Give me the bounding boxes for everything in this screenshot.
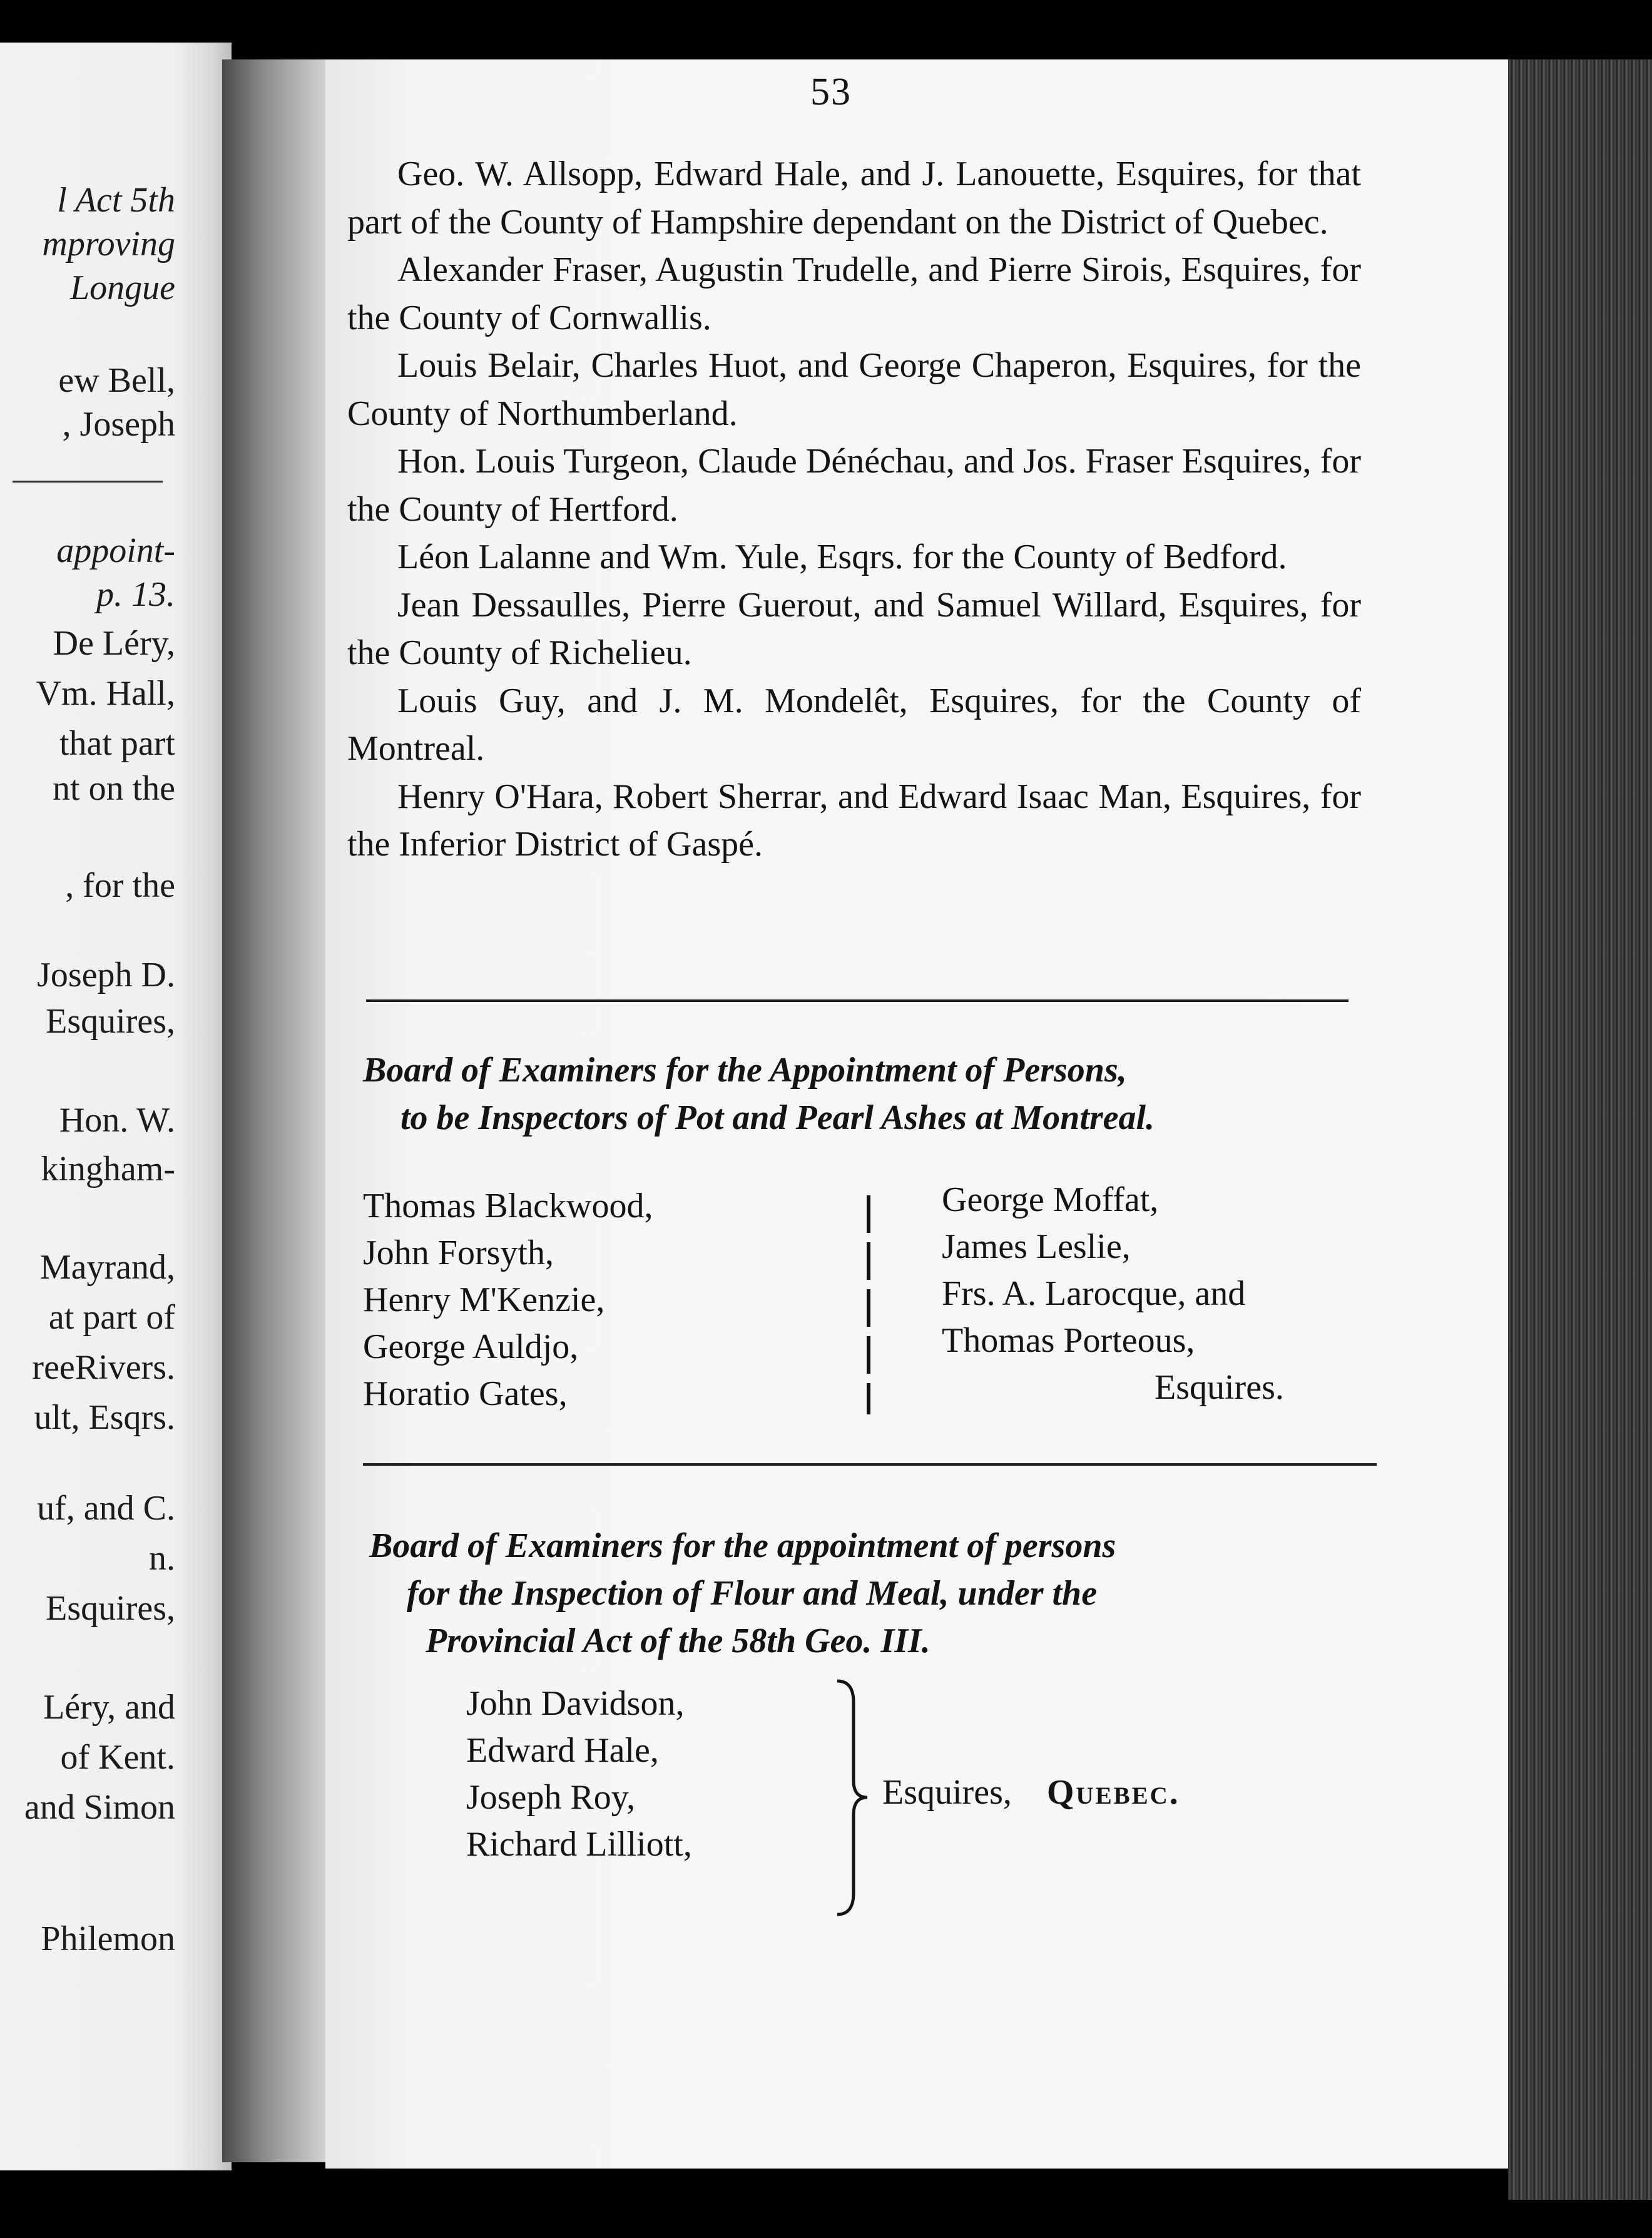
entry-paragraph: Louis Belair, Charles Huot, and George Chaperon, Esquires, for the County of Northumberland.: [347, 346, 1361, 433]
entry-paragraph: Geo. W. Allsopp, Edward Hale, and J. Lanouette, Esquires, for that part of the County of Hampshire dependant on the District of Quebec.: [347, 155, 1361, 242]
member-name: Thomas Blackwood,: [363, 1187, 653, 1225]
left-fragment: at part of: [48, 1298, 175, 1337]
left-fragment: ult, Esqrs.: [34, 1398, 175, 1437]
board1-left-names: [363, 1183, 653, 1418]
left-fragment: Philemon: [41, 1919, 175, 1958]
county-entries: [347, 150, 1361, 869]
board2-heading-line2: for the Inspection of Flour and Meal, under the: [407, 1574, 1098, 1613]
member-name: Richard Lilliott,: [466, 1825, 692, 1864]
member-name: Henry M'Kenzie,: [363, 1280, 605, 1319]
left-fragment: mproving: [42, 225, 175, 263]
entry-paragraph: Louis Guy, and J. M. Mondelêt, Esquires, for the County of Montreal.: [347, 681, 1361, 768]
left-fragment: nt on the: [53, 769, 175, 808]
member-title: Esquires.: [1155, 1368, 1284, 1407]
left-fragment: Hon. W.: [59, 1101, 175, 1140]
left-fragment: Léry, and: [43, 1688, 175, 1727]
right-brace: [832, 1677, 870, 1918]
board2-title-place: [882, 1772, 1180, 1812]
left-fragment: Esquires,: [46, 1002, 175, 1041]
entry-paragraph: Léon Lalanne and Wm. Yule, Esqrs. for the County of Bedford.: [397, 538, 1287, 576]
member-name: James Leslie,: [942, 1227, 1131, 1266]
board2-names: [466, 1680, 692, 1868]
page-number: 53: [810, 71, 852, 113]
left-fragment: kingham-: [41, 1150, 175, 1188]
entry-paragraph: Alexander Fraser, Augustin Trudelle, and Pierre Sirois, Esquires, for the County of Cornwallis.: [347, 250, 1361, 337]
left-fragment: ew Bell,: [58, 361, 175, 400]
member-name: George Auldjo,: [363, 1327, 579, 1366]
left-fragment: p. 13.: [96, 575, 175, 614]
board2-heading-line3: Provincial Act of the 58th Geo. III.: [426, 1622, 931, 1660]
left-fragment: appoint-: [56, 531, 175, 570]
member-name: George Moffat,: [942, 1180, 1159, 1219]
left-fragment: Longue: [70, 268, 175, 307]
left-fragment: , for the: [65, 866, 175, 905]
column-separator: [867, 1195, 870, 1414]
left-fragment: l Act 5th: [57, 181, 175, 220]
board1-right-names: [942, 1177, 1284, 1411]
left-fragment: n.: [149, 1539, 175, 1578]
section-divider: [363, 1463, 1377, 1466]
entry-paragraph: Henry O'Hara, Robert Sherrar, and Edward Isaac Man, Esquires, for the Inferior District of Gaspé.: [347, 777, 1361, 864]
entry-paragraph: Jean Dessaulles, Pierre Guerout, and Samuel Willard, Esquires, for the County of Richelieu.: [347, 585, 1361, 672]
left-fragment: uf, and C.: [37, 1489, 175, 1528]
left-facing-page: [0, 43, 232, 2170]
left-fragment: De Léry,: [53, 624, 175, 663]
left-fragment: that part: [59, 724, 175, 763]
left-fragment: Esquires,: [46, 1589, 175, 1628]
member-name: John Forsyth,: [363, 1234, 554, 1272]
board1-heading-line1: Board of Examiners for the Appointment of Persons,: [363, 1051, 1127, 1090]
member-name: Joseph Roy,: [466, 1778, 636, 1817]
member-name: Edward Hale,: [466, 1731, 659, 1770]
board2-title: Esquires,: [882, 1773, 1012, 1812]
page-edges: [1508, 59, 1652, 2200]
left-divider: [13, 481, 163, 483]
left-fragment: , Joseph: [62, 405, 175, 444]
board2-place: Quebec.: [1046, 1773, 1180, 1812]
left-fragment: Mayrand,: [39, 1248, 175, 1287]
left-fragment: Vm. Hall,: [36, 674, 175, 713]
board2-heading-line1: Board of Examiners for the appointment of persons: [369, 1526, 1116, 1565]
member-name: Thomas Porteous,: [942, 1321, 1195, 1360]
left-fragment: reeRivers.: [32, 1348, 175, 1387]
entry-paragraph: Hon. Louis Turgeon, Claude Dénéchau, and Jos. Fraser Esquires, for the County of Hertford.: [347, 442, 1361, 529]
left-fragment: and Simon: [24, 1788, 175, 1827]
left-fragment: Joseph D.: [37, 956, 175, 994]
member-name: Frs. A. Larocque, and: [942, 1274, 1246, 1313]
board1-heading-line2: to be Inspectors of Pot and Pearl Ashes at Montreal.: [400, 1098, 1155, 1137]
member-name: John Davidson,: [466, 1684, 685, 1723]
member-name: Horatio Gates,: [363, 1374, 568, 1413]
section-divider: [366, 999, 1349, 1002]
left-fragment: of Kent.: [60, 1738, 175, 1777]
